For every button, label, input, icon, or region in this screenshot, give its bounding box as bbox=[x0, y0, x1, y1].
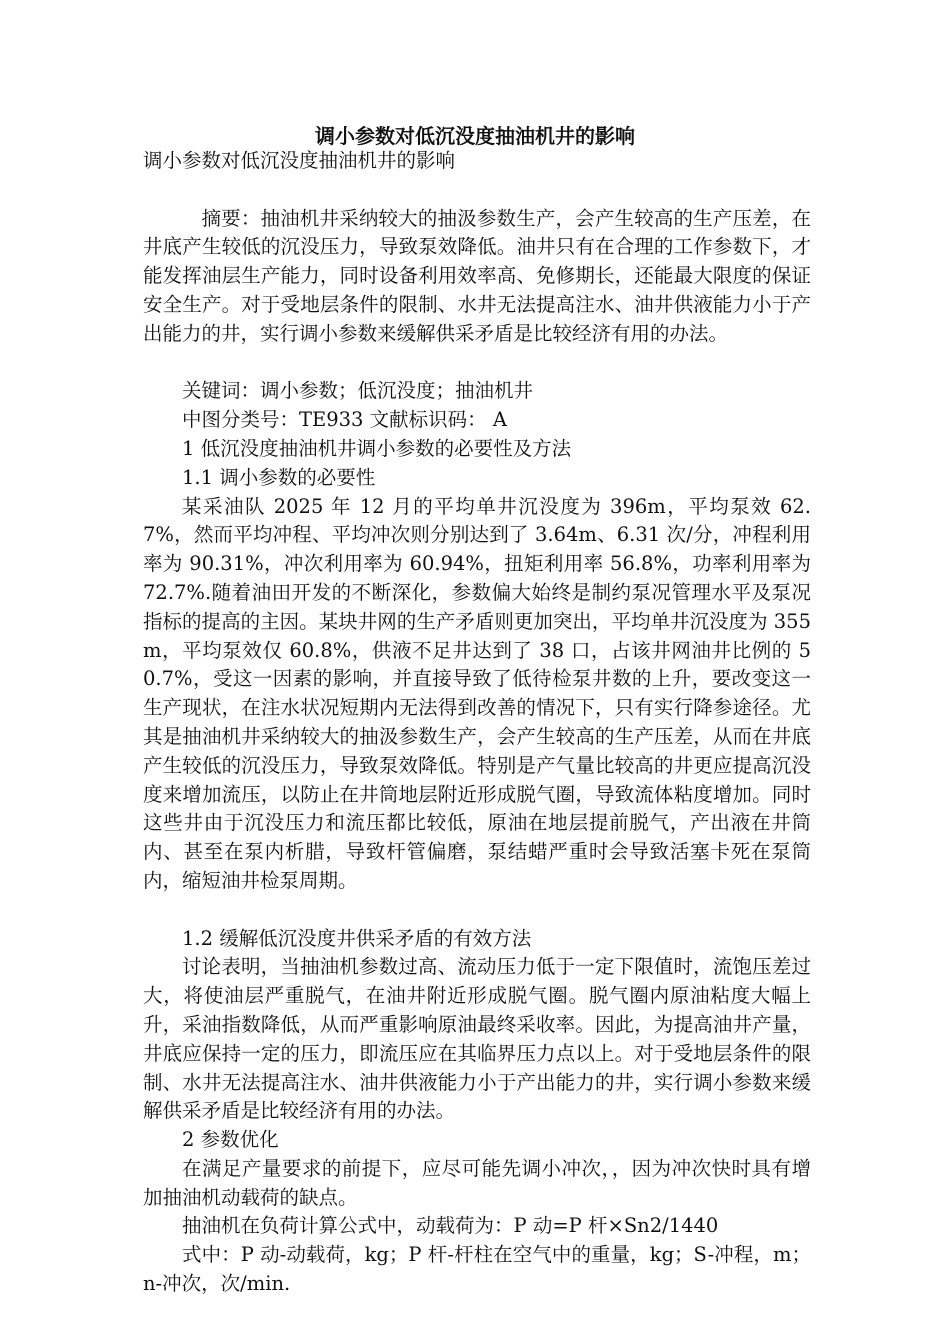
abstract-paragraph: 摘要：抽油机井采纳较大的抽汲参数生产，会产生较高的生产压差，在井底产生较低的沉没压力，导致泵效降低。油井只有在合理的工作参数下，才能发挥油层生产能力，同时设备利用效率高、免修期长，还能最大限度的保证安全生产。对于受地层条件的限制、水井无法提高注水、油井供液能力小于产出能力的井，实行调小参数来缓解供采矛盾是比较经济有用的办法。 bbox=[143, 206, 811, 345]
section-heading-1-1: 1.1 调小参数的必要性 bbox=[182, 465, 376, 489]
section-heading-1: 1 低沉没度抽油机井调小参数的必要性及方法 bbox=[182, 436, 572, 460]
document-title: 调小参数对低沉没度抽油机井的影响 bbox=[315, 124, 635, 148]
formula-legend: 式中：P 动-动载荷，kg；P 杆-杆柱在空气中的重量，kg；S-冲程，m；n-冲次，次/min. bbox=[143, 1243, 811, 1296]
document-subtitle: 调小参数对低沉没度抽油机井的影响 bbox=[143, 149, 456, 172]
classification-line: 中图分类号：TE933 文献标识码： A bbox=[182, 408, 507, 432]
body-paragraph: 讨论表明，当抽油机参数过高、流动压力低于一定下限值时，流饱压差过大，将使油层严重脱气，在油井附近形成脱气圈。脱气圈内原油粘度大幅上升，采油指数降低，从而严重影响原油最终采收率。因此，为提高油井产量，井底应保持一定的压力，即流压应在其临界压力点以上。对于受地层条件的限制、水井无法提高注水、油井供液能力小于产出能力的井，实行调小参数来缓解供采矛盾是比较经济有用的办法。 bbox=[143, 955, 811, 1123]
blank-line bbox=[143, 349, 811, 378]
document-body bbox=[143, 147, 811, 1299]
blank-line bbox=[143, 896, 811, 925]
section-heading-1-2: 1.2 缓解低沉没度井供采矛盾的有效方法 bbox=[182, 926, 532, 950]
body-paragraph: 某采油队 2025 年 12 月的平均单井沉没度为 396m，平均泵效 62.7%，然而平均冲程、平均冲次则分别达到了 3.64m、6.31 次/分，冲程利用率为 90.31%，冲次利用率为 60.94%，扭矩利用率 56.8%，功率利用率为 72.7%.随着油田开发的不断深化，参数偏大始终是制约泵况管理水平及泵况指标的提高的主因。某块井网的生产矛盾则更加突出，平均单井沉没度为 355m，平均泵效仅 60.8%，供液不足井达到了 38 口，占该井网油井比例的 50.7%，受这一因素的影响，并直接导致了低待检泵井数的上升，要改变这一生产现状，在注水状况短期内无法得到改善的情况下，只有实行降参途径。尤其是抽油机井采纳较大的抽汲参数生产，会产生较高的生产压差，从而在井底产生较低的沉没压力，导致泵效降低。特别是产气量比较高的井更应提高沉没度来增加流压，以防止在井筒地层附近形成脱气圈，导致流体粘度增加。同时这些井由于沉没压力和流压都比较低，原油在地层提前脱气，产出液在井筒内、甚至在泵内析腊，导致杆管偏磨，泵结蜡严重时会导致活塞卡死在泵筒内，缩短油井检泵周期。 bbox=[143, 494, 811, 892]
section-heading-2: 2 参数优化 bbox=[182, 1128, 279, 1152]
body-paragraph: 在满足产量要求的前提下，应尽可能先调小冲次，，因为冲次快时具有增加抽油机动载荷的缺点。 bbox=[143, 1156, 811, 1209]
keywords-line: 关键词：调小参数；低沉没度；抽油机井 bbox=[182, 379, 534, 403]
blank-line bbox=[143, 176, 811, 205]
formula-line: 抽油机在负荷计算公式中，动载荷为：P 动=P 杆×Sn2/1440 bbox=[182, 1214, 719, 1238]
